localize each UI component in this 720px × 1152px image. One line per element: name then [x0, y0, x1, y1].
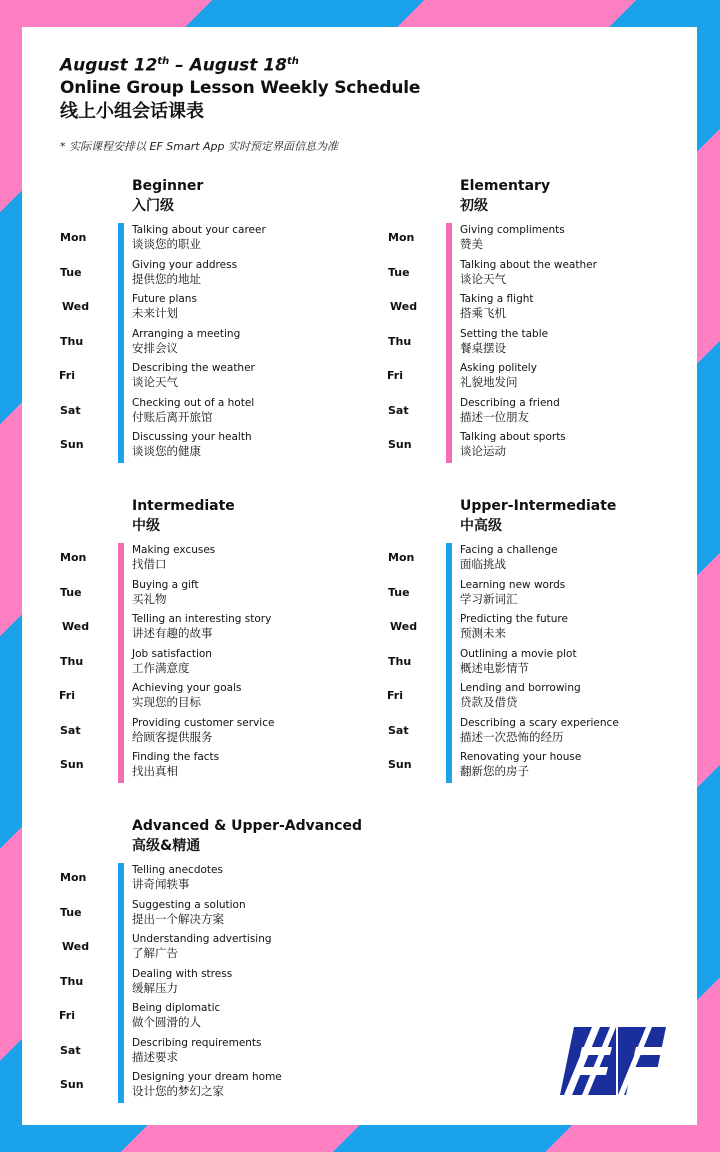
- lesson-title-en: Understanding advertising: [132, 933, 272, 945]
- lesson-title-zh: 描述要求: [132, 1049, 178, 1064]
- lesson-row: [60, 223, 370, 257]
- lesson-topic: [132, 863, 370, 892]
- day-label: Sun: [388, 758, 412, 771]
- lesson-topic: [132, 396, 370, 425]
- lesson-title-zh: 了解广告: [132, 946, 178, 960]
- day-label: Wed: [62, 940, 90, 953]
- day-label: Sat: [60, 723, 81, 737]
- lesson-title-en: Telling an interesting story: [132, 613, 272, 625]
- lesson-title-en: Making excuses: [132, 544, 216, 556]
- lesson-title-en: Lending and borrowing: [460, 682, 581, 694]
- lesson-title-en: Talking about the weather: [460, 258, 597, 271]
- lesson-row: [388, 578, 698, 612]
- page-title: Online Group Lesson Weekly Schedule: [60, 77, 421, 98]
- level-title: [132, 817, 362, 856]
- lesson-title-zh: 买礼物: [132, 591, 167, 606]
- lesson-row: [388, 361, 698, 395]
- lesson-title-en: Giving compliments: [460, 224, 565, 236]
- lesson-topic: [460, 361, 698, 390]
- lesson-row: [388, 543, 698, 577]
- lesson-topic: [460, 612, 698, 641]
- day-label: Sun: [60, 758, 84, 771]
- lesson-title-zh: 做个圆滑的人: [132, 1015, 201, 1029]
- day-label: Tue: [60, 905, 82, 919]
- lesson-title-en: Providing customer service: [132, 716, 275, 729]
- lesson-title-zh: 给顾客提供服务: [132, 729, 213, 744]
- day-label: Thu: [388, 654, 412, 668]
- lesson-title-zh: 安排会议: [132, 340, 178, 355]
- lesson-row: [60, 430, 370, 464]
- level-title-en: Beginner: [132, 178, 204, 194]
- lesson-topic: [132, 361, 370, 390]
- level-section: [59, 497, 370, 778]
- lesson-topic: [460, 292, 698, 321]
- lesson-title-zh: 面临挑战: [460, 557, 506, 571]
- lesson-title-zh: 谈论天气: [132, 375, 178, 389]
- lesson-title-en: Asking politely: [460, 362, 537, 374]
- lesson-title-en: Job satisfaction: [132, 647, 212, 660]
- lesson-title-en: Talking about your career: [132, 224, 266, 236]
- day-label: Wed: [62, 300, 90, 313]
- level-title-en: Advanced & Upper-Advanced: [132, 818, 363, 834]
- day-label: Tue: [60, 585, 82, 599]
- day-label: Mon: [388, 231, 415, 244]
- lesson-title-en: Talking about sports: [460, 431, 566, 443]
- lesson-title-en: Giving your address: [132, 258, 238, 271]
- lesson-row: [60, 396, 370, 430]
- lesson-row: [388, 681, 698, 715]
- lesson-topic: [132, 932, 370, 961]
- lesson-row: [60, 292, 370, 326]
- lesson-row: [60, 1070, 370, 1104]
- lesson-topic: [132, 647, 370, 676]
- lesson-title-zh: 谈论运动: [460, 444, 506, 458]
- lesson-row: [388, 716, 698, 750]
- lesson-title-zh: 翻新您的房子: [460, 764, 529, 778]
- lesson-title-en: Dealing with stress: [132, 967, 233, 980]
- date-end: – August 18: [169, 55, 287, 76]
- lesson-topic: [132, 292, 370, 321]
- lesson-title-en: Renovating your house: [460, 751, 582, 763]
- day-label: Thu: [60, 334, 84, 348]
- lesson-title-en: Describing a friend: [460, 396, 560, 409]
- lesson-title-zh: 提供您的地址: [132, 271, 201, 286]
- lesson-row: [60, 543, 370, 577]
- page-title-zh: 线上小组会话课表: [60, 100, 204, 122]
- lesson-row: [60, 1036, 370, 1070]
- lesson-title-en: Predicting the future: [460, 613, 568, 625]
- lesson-row: [60, 327, 370, 361]
- day-label: Wed: [390, 300, 418, 313]
- lesson-title-en: Buying a gift: [132, 578, 199, 591]
- page-header: [60, 51, 420, 154]
- lesson-title-zh: 描述一次恐怖的经历: [460, 729, 564, 744]
- lesson-row: [388, 647, 698, 681]
- lesson-row: [60, 863, 370, 897]
- lesson-row: [60, 898, 370, 932]
- lesson-topic: [132, 898, 370, 927]
- lesson-title-en: Telling anecdotes: [132, 864, 223, 876]
- day-label: Fri: [59, 689, 76, 702]
- ef-logo-icon: [552, 1027, 666, 1095]
- lesson-title-zh: 设计您的梦幻之家: [132, 1084, 224, 1098]
- day-label: Mon: [60, 871, 87, 884]
- date-start-suffix: th: [157, 56, 170, 67]
- lesson-row: [388, 396, 698, 430]
- lesson-row: [60, 258, 370, 292]
- day-label: Fri: [387, 689, 404, 702]
- lesson-topic: [460, 716, 698, 745]
- day-label: Fri: [59, 369, 76, 382]
- level-title-zh: 入门级: [132, 198, 174, 214]
- lesson-row: [388, 750, 698, 784]
- level-section: [387, 497, 698, 778]
- level-title: [460, 177, 550, 216]
- lesson-title-en: Discussing your health: [132, 431, 252, 443]
- lesson-topic: [460, 750, 698, 779]
- day-label: Mon: [60, 551, 87, 564]
- lesson-row: [388, 430, 698, 464]
- day-label: Sun: [60, 1078, 84, 1091]
- lesson-topic: [132, 612, 370, 641]
- lesson-title-zh: 搭乘飞机: [460, 306, 506, 320]
- level-title: [460, 497, 616, 536]
- lesson-title-en: Describing a scary experience: [460, 716, 619, 729]
- lesson-topic: [132, 1070, 370, 1099]
- lesson-topic: [132, 578, 370, 607]
- lesson-row: [60, 716, 370, 750]
- lesson-title-en: Setting the table: [460, 327, 549, 340]
- day-label: Sat: [388, 403, 409, 417]
- lesson-row: [60, 612, 370, 646]
- date-end-suffix: th: [286, 56, 299, 67]
- lesson-title-en: Outlining a movie plot: [460, 647, 577, 660]
- day-label: Fri: [59, 1009, 76, 1022]
- lesson-title-zh: 贷款及借贷: [460, 695, 518, 709]
- lesson-row: [60, 681, 370, 715]
- lesson-topic: [132, 223, 370, 252]
- lesson-topic: [460, 647, 698, 676]
- lesson-title-zh: 描述一位朋友: [460, 409, 529, 424]
- lesson-topic: [132, 327, 370, 356]
- lesson-title-en: Achieving your goals: [132, 682, 242, 694]
- day-label: Fri: [387, 369, 404, 382]
- level-section: [59, 177, 370, 458]
- lesson-topic: [460, 396, 698, 425]
- lesson-title-en: Taking a flight: [460, 293, 534, 305]
- day-label: Sat: [60, 403, 81, 417]
- lesson-title-zh: 找借口: [132, 557, 167, 571]
- lesson-topic: [132, 543, 370, 572]
- level-title: [132, 497, 235, 536]
- lesson-topic: [132, 1036, 370, 1065]
- lesson-topic: [460, 223, 698, 252]
- lesson-row: [388, 292, 698, 326]
- lesson-row: [388, 258, 698, 292]
- lesson-row: [388, 612, 698, 646]
- level-title-zh: 高级&精通: [132, 838, 201, 854]
- lesson-title-en: Learning new words: [460, 578, 566, 591]
- lesson-topic: [460, 543, 698, 572]
- lesson-title-zh: 实现您的目标: [132, 695, 201, 709]
- lesson-topic: [132, 750, 370, 779]
- lesson-title-zh: 赞美: [460, 237, 483, 251]
- lesson-title-zh: 提出一个解决方案: [132, 911, 224, 926]
- day-label: Mon: [388, 551, 415, 564]
- lesson-topic: [132, 430, 370, 459]
- day-label: Mon: [60, 231, 87, 244]
- level-title-zh: 初级: [460, 198, 488, 214]
- day-label: Tue: [60, 265, 82, 279]
- lesson-title-zh: 学习新词汇: [460, 591, 518, 606]
- lesson-title-zh: 找出真相: [132, 764, 178, 778]
- lesson-title-en: Suggesting a solution: [132, 898, 246, 911]
- day-label: Wed: [390, 620, 418, 633]
- lesson-title-en: Arranging a meeting: [132, 327, 241, 340]
- lesson-title-zh: 礼貌地发问: [460, 375, 518, 389]
- lesson-row: [60, 932, 370, 966]
- lesson-row: [60, 750, 370, 784]
- day-label: Wed: [62, 620, 90, 633]
- level-title-en: Elementary: [460, 178, 551, 194]
- lesson-title-zh: 预测未来: [460, 626, 506, 640]
- lesson-title-zh: 谈谈您的健康: [132, 444, 201, 458]
- lesson-title-zh: 付账后离开旅馆: [132, 409, 213, 424]
- day-label: Tue: [388, 585, 410, 599]
- lesson-row: [60, 361, 370, 395]
- lesson-title-en: Checking out of a hotel: [132, 396, 255, 409]
- lesson-topic: [132, 967, 370, 996]
- lesson-title-en: Designing your dream home: [132, 1071, 282, 1083]
- level-title-en: Intermediate: [132, 498, 235, 514]
- schedule-card: [22, 27, 697, 1125]
- lesson-title-en: Facing a challenge: [460, 544, 558, 556]
- lesson-title-en: Future plans: [132, 293, 197, 305]
- level-section: [59, 817, 370, 1098]
- lesson-title-zh: 概述电影情节: [460, 660, 529, 675]
- lesson-title-zh: 工作满意度: [132, 660, 190, 675]
- lesson-title-en: Being diplomatic: [132, 1002, 221, 1014]
- day-label: Sat: [388, 723, 409, 737]
- lesson-title-zh: 谈论天气: [460, 271, 506, 286]
- level-title-zh: 中高级: [460, 518, 502, 534]
- lesson-topic: [460, 578, 698, 607]
- lesson-title-zh: 讲述有趣的故事: [132, 626, 213, 640]
- day-label: Sun: [388, 438, 412, 451]
- level-title-zh: 中级: [132, 518, 160, 534]
- lesson-topic: [132, 681, 370, 710]
- lesson-row: [60, 578, 370, 612]
- lesson-topic: [460, 430, 698, 459]
- day-label: Tue: [388, 265, 410, 279]
- lesson-title-zh: 缓解压力: [132, 980, 178, 995]
- lesson-row: [60, 967, 370, 1001]
- lesson-title-en: Describing the weather: [132, 362, 255, 374]
- lesson-row: [60, 647, 370, 681]
- day-label: Thu: [60, 654, 84, 668]
- lesson-topic: [460, 258, 698, 287]
- day-label: Thu: [60, 974, 84, 988]
- level-title: [132, 177, 203, 216]
- lesson-topic: [132, 1001, 370, 1030]
- lesson-title-en: Finding the facts: [132, 751, 220, 763]
- lesson-row: [60, 1001, 370, 1035]
- lesson-title-en: Describing requirements: [132, 1036, 262, 1049]
- lesson-topic: [460, 681, 698, 710]
- lesson-title-zh: 餐桌摆设: [460, 340, 506, 355]
- lesson-row: [388, 327, 698, 361]
- day-label: Thu: [388, 334, 412, 348]
- level-title-en: Upper-Intermediate: [460, 498, 617, 514]
- date-start: August 12: [60, 55, 158, 76]
- lesson-topic: [132, 258, 370, 287]
- level-section: [387, 177, 698, 458]
- lesson-topic: [132, 716, 370, 745]
- lesson-title-zh: 未来计划: [132, 306, 178, 320]
- date-range: [60, 51, 420, 77]
- day-label: Sat: [60, 1043, 81, 1057]
- schedule-note: * 实际课程安排以 EF Smart App 实时预定界面信息为准: [60, 139, 339, 153]
- lesson-row: [388, 223, 698, 257]
- lesson-topic: [460, 327, 698, 356]
- day-label: Sun: [60, 438, 84, 451]
- lesson-title-zh: 讲奇闻轶事: [132, 877, 190, 891]
- lesson-title-zh: 谈谈您的职业: [132, 237, 201, 251]
